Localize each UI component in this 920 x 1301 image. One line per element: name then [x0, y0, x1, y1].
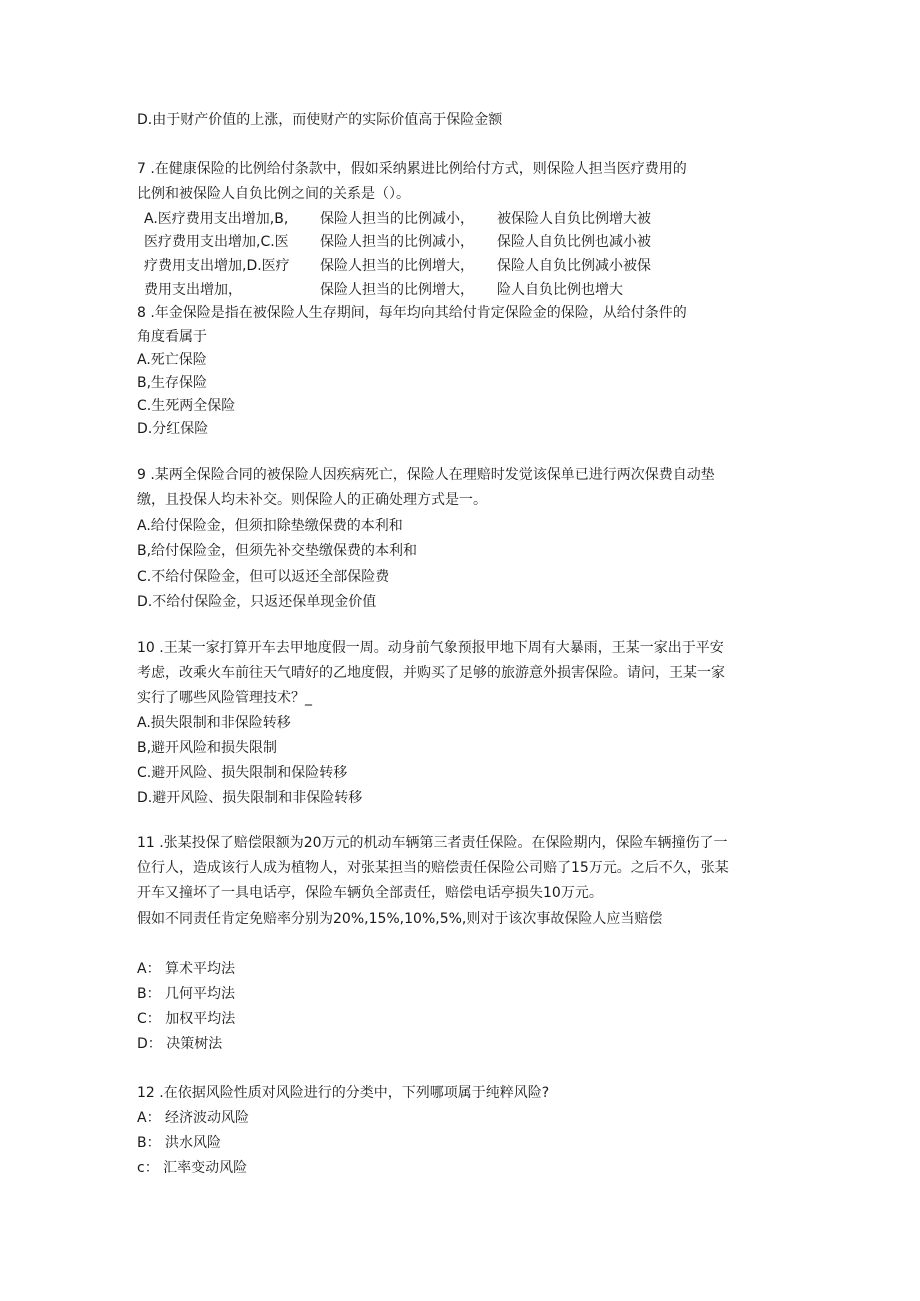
text-line-q10b: 考虑，改乘火车前往天气晴好的乙地度假，并购买了足够的旅游意外损害保险。请问，王某一家 — [137, 665, 725, 681]
q7-option-cell: 疗费用支出增加,D.医疗 — [144, 258, 290, 274]
q7-option-cell: 保险人担当的比例减小， — [320, 234, 474, 250]
text-line-l0: D.由于财产价值的上涨，而使财产的实际价值高于保险金额 — [137, 112, 503, 128]
q7-option-cell: 保险人自负比例减小被保 — [497, 258, 651, 274]
text-line-q9A: A.给付保险金，但须扣除垫缴保费的本利和 — [137, 518, 403, 534]
q7-option-cell: 保险人担当的比例增大， — [320, 282, 474, 298]
q7-option-cell: 保险人担当的比例增大， — [320, 258, 474, 274]
text-line-q9C: C.不给付保险金，但可以返还全部保险费 — [137, 569, 390, 585]
text-line-q8C: C.生死两全保险 — [137, 398, 236, 414]
text-line-q11b: 位行人，造成该行人成为植物人，对张某担当的赔偿责任保险公司赔了15万元。之后不久，张某 — [137, 860, 729, 876]
text-line-q10c: 实行了哪些风险管理技术？_ — [137, 690, 312, 706]
q7-option-cell: 医疗费用支出增加,C.医 — [144, 234, 289, 250]
text-line-q10a: 10 .王某一家打算开车去甲地度假一周。动身前气象预报甲地下周有大暴雨，王某一家出于平安 — [137, 640, 724, 656]
q7-option-cell: 被保险人自负比例增大被 — [497, 211, 651, 227]
text-line-q8b: 角度看属于 — [137, 329, 207, 345]
text-line-q9D: D.不给付保险金，只返还保单现金价值 — [137, 594, 377, 610]
text-line-q8a: 8 .年金保险是指在被保险人生存期间，每年均向其给付肯定保险金的保险，从给付条件的 — [137, 305, 687, 321]
text-line-q7b: 比例和被保险人自负比例之间的关系是（）。 — [137, 186, 410, 202]
text-line-q9B: B,给付保险金，但须先补交垫缴保费的本利和 — [137, 543, 418, 559]
text-line-q11A: A： 算术平均法 — [137, 961, 236, 977]
text-line-q8B: B,生存保险 — [137, 375, 208, 391]
text-line-q9a: 9 .某两全保险合同的被保险人因疾病死亡，保险人在理赔时发觉该保单已进行两次保费自动垫 — [137, 467, 715, 483]
text-line-q11d: 假如不同责任肯定免赔率分别为20%,15%,10%,5%,则对于该次事故保险人应当赔偿 — [137, 911, 663, 927]
text-line-q11D: D： 决策树法 — [137, 1036, 223, 1052]
text-line-q11a: 11 .张某投保了赔偿限额为20万元的机动车辆第三者责任保险。在保险期内，保险车辆撞伤了一 — [137, 835, 728, 851]
q7-option-cell: 险人自负比例也增大 — [497, 282, 623, 298]
q7-option-cell: 保险人担当的比例减小， — [320, 211, 474, 227]
q7-option-cell: 费用支出增加， — [144, 282, 242, 298]
text-line-q7a: 7 .在健康保险的比例给付条款中，假如采纳累进比例给付方式，则保险人担当医疗费用的 — [137, 161, 687, 177]
text-line-q12B: B： 洪水风险 — [137, 1135, 222, 1151]
text-line-q12A: A： 经济波动风险 — [137, 1110, 250, 1126]
q7-option-cell: 保险人自负比例也减小被 — [497, 234, 651, 250]
text-line-q11c: 开车又撞坏了一具电话亭，保险车辆负全部责任，赔偿电话亭损失10万元。 — [137, 885, 603, 901]
text-line-q10C: C.避开风险、损失限制和保险转移 — [137, 765, 348, 781]
text-line-q10D: D.避开风险、损失限制和非保险转移 — [137, 790, 363, 806]
text-line-q8D: D.分红保险 — [137, 421, 209, 437]
text-line-q9b: 缴，且投保人均未补交。则保险人的正确处理方式是一。 — [137, 492, 487, 508]
text-line-q10B: B,避开风险和损失限制 — [137, 740, 278, 756]
text-line-q12C: c： 汇率变动风险 — [137, 1160, 248, 1176]
text-line-q11C: C： 加权平均法 — [137, 1011, 236, 1027]
q7-option-cell: A.医疗费用支出增加,B, — [144, 211, 289, 227]
text-line-q11B: B： 几何平均法 — [137, 986, 236, 1002]
text-line-q12a: 12 .在依据风险性质对风险进行的分类中，下列哪项属于纯粹风险? — [137, 1085, 550, 1101]
text-line-q8A: A.死亡保险 — [137, 352, 207, 368]
text-line-q10A: A.损失限制和非保险转移 — [137, 715, 291, 731]
